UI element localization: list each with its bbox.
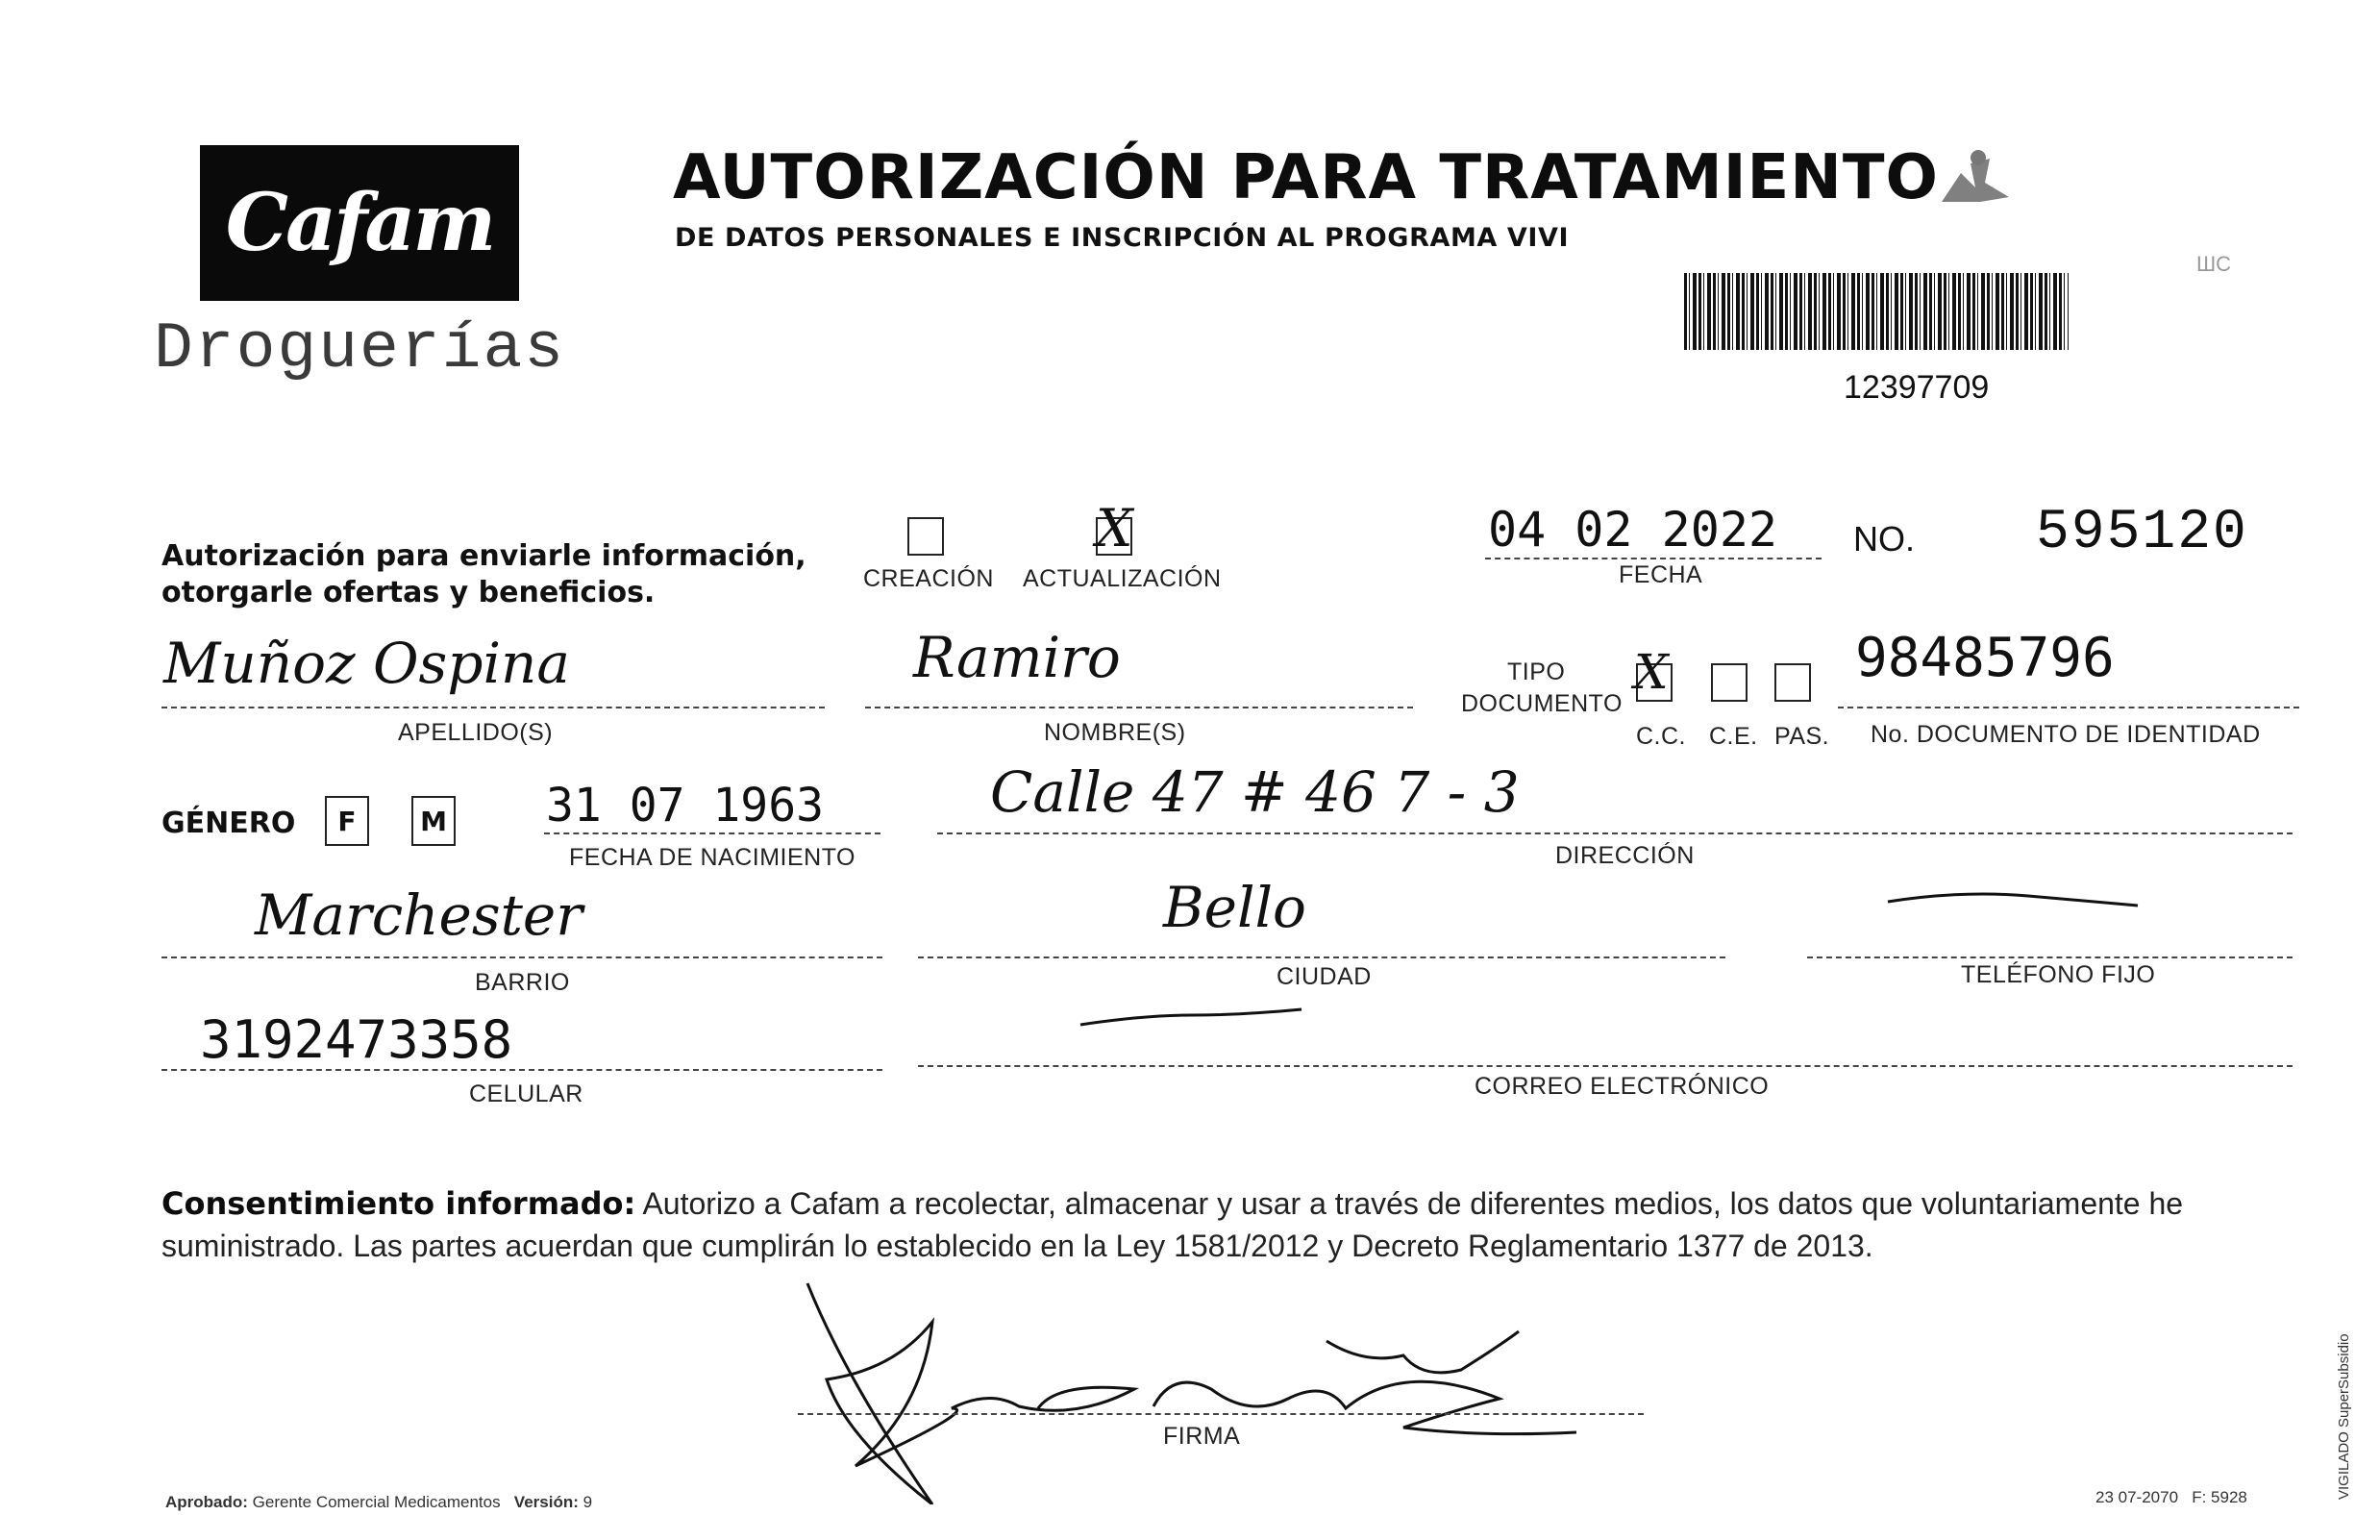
apellidos-line — [161, 707, 825, 708]
creacion-label: CREACIÓN — [863, 565, 994, 592]
firma-label: FIRMA — [1163, 1423, 1241, 1450]
ciudad-value: Bello — [1163, 875, 1306, 940]
nombres-value: Ramiro — [913, 625, 1121, 690]
documento-label: No. DOCUMENTO DE IDENTIDAD — [1871, 721, 2261, 748]
barcode-number: 12397709 — [1844, 369, 1990, 406]
no-value: 595120 — [2036, 502, 2248, 564]
ciudad-label: CIUDAD — [1277, 963, 1372, 990]
barcode — [1684, 273, 2069, 350]
consent-body: Autorizo a Cafam a recolectar, almacenar y usar a través de diferentes medios, los datos que voluntariamente he suministrado. Las partes acuerdan que cumplirán lo establecido en la Ley 1581/2012 y Decreto Reglamentario 1377 de 2013. — [161, 1186, 2184, 1263]
logo-subtitle: Droguerías — [154, 312, 566, 386]
apellidos-value: Muñoz Ospina — [163, 631, 570, 696]
vigilado-text: VIGILADO SuperSubsidio — [2336, 1333, 2352, 1500]
nombres-line — [865, 707, 1413, 708]
footer-right — [2095, 1488, 2247, 1507]
correo-line — [918, 1065, 2293, 1067]
seal-stamp-icon — [1932, 144, 2019, 221]
firma-line — [798, 1413, 1644, 1415]
ciudad-line — [918, 956, 1725, 958]
genero-f-checkbox[interactable]: F — [325, 796, 369, 846]
documento-line — [1838, 707, 2299, 708]
correo-label: CORREO ELECTRÓNICO — [1475, 1073, 1770, 1100]
telefono-label: TELÉFONO FIJO — [1961, 961, 2156, 988]
genero-m-checkbox[interactable]: M — [411, 796, 456, 846]
auth-text-line2: otorgarle ofertas y beneficios. — [161, 576, 656, 609]
telefono-line — [1807, 956, 2293, 958]
creacion-checkbox[interactable] — [907, 517, 944, 556]
nombres-label: NOMBRE(S) — [1044, 719, 1186, 746]
cc-mark: X — [1634, 644, 1669, 700]
footer-left — [165, 1493, 592, 1512]
document-title: AUTORIZACIÓN PARA TRATAMIENTO — [673, 142, 1939, 213]
telefono-scribble — [1884, 886, 2144, 915]
fecha-value: 04 02 2022 — [1488, 502, 1778, 558]
celular-value: 3192473358 — [200, 1009, 513, 1070]
date-code: 23 07-2070 — [2095, 1488, 2179, 1506]
document-subtitle: DE DATOS PERSONALES E INSCRIPCIÓN AL PROGRAMA VIVI — [675, 223, 1570, 253]
form-code: F: 5928 — [2192, 1488, 2247, 1506]
aprobado-value: Gerente Comercial Medicamentos — [252, 1493, 501, 1511]
version-value: 9 — [583, 1493, 593, 1511]
direccion-label: DIRECCIÓN — [1555, 842, 1695, 869]
ce-label: C.E. — [1709, 723, 1758, 750]
tipo-documento-label-2: DOCUMENTO — [1461, 690, 1623, 717]
barrio-value: Marchester — [255, 882, 583, 948]
cc-label: C.C. — [1636, 723, 1686, 750]
fecha-label: FECHA — [1619, 561, 1703, 588]
nacimiento-label: FECHA DE NACIMIENTO — [569, 844, 855, 871]
pas-checkbox[interactable] — [1774, 663, 1811, 702]
genero-label: GÉNERO — [161, 807, 296, 840]
signature-drawing — [788, 1264, 1711, 1504]
tipo-documento-label-1: TIPO — [1507, 658, 1566, 685]
auth-text — [161, 538, 806, 611]
fecha-line — [1485, 558, 1822, 559]
barrio-line — [161, 956, 882, 958]
ce-checkbox[interactable] — [1711, 663, 1748, 702]
auth-text-line1: Autorización para enviarle información, — [161, 539, 806, 573]
correo-scribble — [1077, 1004, 1307, 1032]
apellidos-label: APELLIDO(S) — [398, 719, 554, 746]
version-label: Versión: — [513, 1493, 579, 1511]
nacimiento-value: 31 07 1963 — [546, 779, 824, 832]
celular-label: CELULAR — [469, 1080, 583, 1107]
nacimiento-line — [544, 832, 880, 834]
actualizacion-label: ACTUALIZACIÓN — [1023, 565, 1222, 592]
logo-text: Cafam — [225, 177, 494, 269]
no-label: NO. — [1853, 519, 1916, 559]
actualizacion-mark: X — [1096, 498, 1133, 559]
direccion-line — [937, 832, 2293, 834]
celular-line — [161, 1069, 882, 1071]
direccion-value: Calle 47 # 46 7 - 3 — [990, 759, 1520, 825]
aprobado-label: Aprobado: — [165, 1493, 248, 1511]
smudge-mark: ШС — [2196, 252, 2232, 276]
documento-value: 98485796 — [1855, 627, 2115, 689]
consent-heading: Consentimiento informado: — [161, 1185, 636, 1222]
barrio-label: BARRIO — [475, 969, 570, 996]
cafam-logo — [200, 145, 519, 301]
consent-paragraph — [161, 1182, 2276, 1267]
pas-label: PAS. — [1774, 723, 1830, 750]
